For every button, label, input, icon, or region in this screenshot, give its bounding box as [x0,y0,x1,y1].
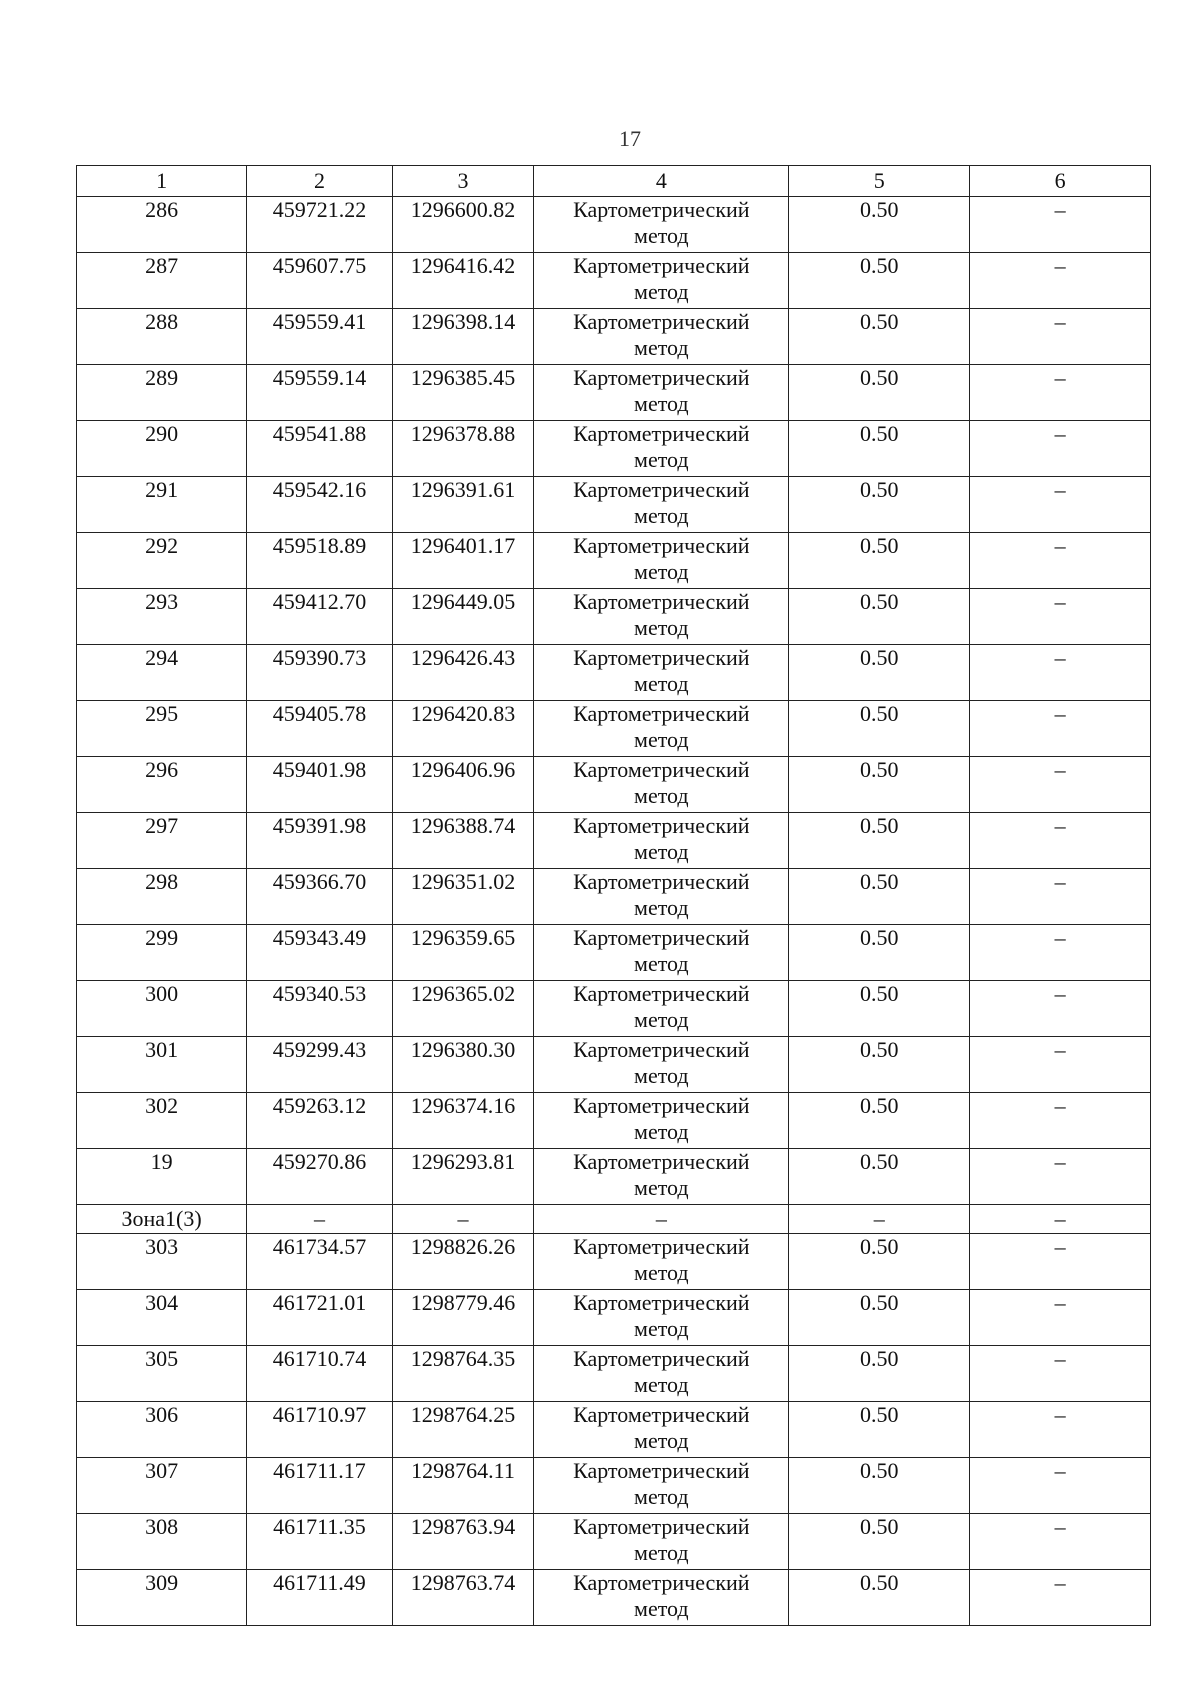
table-row [77,1149,1151,1205]
note-cell: – [970,1037,1151,1093]
method-line-1: Картометрический [573,1570,750,1595]
x-coordinate-cell: 461734.57 [247,1234,393,1290]
accuracy-cell: 0.50 [789,1234,970,1290]
table-body [77,197,1151,1626]
method-line-1: Картометрический [573,533,750,558]
method-line-1: Картометрический [573,869,750,894]
accuracy-cell: 0.50 [789,1570,970,1626]
accuracy-cell: 0.50 [789,309,970,365]
method-cell [534,757,789,813]
method-cell [534,253,789,309]
header-col-2: 2 [247,166,393,197]
table-row [77,869,1151,925]
header-col-6: 6 [970,166,1151,197]
table-row [77,645,1151,701]
method-line-1: Картометрический [573,589,750,614]
method-line-1: Картометрический [573,813,750,838]
table-row [77,589,1151,645]
method-cell [534,309,789,365]
y-coordinate-cell: 1298764.35 [392,1346,533,1402]
table-header [77,166,1151,197]
point-number-cell: 308 [77,1514,247,1570]
method-cell [534,365,789,421]
point-number-cell: 293 [77,589,247,645]
method-line-2: метод [634,895,689,920]
header-row [77,166,1151,197]
y-coordinate-cell: 1296359.65 [392,925,533,981]
note-cell: – [970,309,1151,365]
accuracy-cell: 0.50 [789,477,970,533]
header-col-3: 3 [392,166,533,197]
y-coordinate-cell: 1298763.74 [392,1570,533,1626]
method-line-2: метод [634,447,689,472]
method-line-1: Картометрический [573,1149,750,1174]
point-number-cell: 288 [77,309,247,365]
header-col-1: 1 [77,166,247,197]
table-row [77,421,1151,477]
x-coordinate-cell: 459390.73 [247,645,393,701]
method-line-1: Картометрический [573,1514,750,1539]
point-number-cell: 296 [77,757,247,813]
accuracy-cell: 0.50 [789,1514,970,1570]
x-coordinate-cell: – [247,1205,393,1234]
method-line-1: Картометрический [573,1290,750,1315]
point-number-cell: 294 [77,645,247,701]
accuracy-cell: – [789,1205,970,1234]
method-line-2: метод [634,279,689,304]
note-cell: – [970,813,1151,869]
method-line-2: метод [634,1540,689,1565]
x-coordinate-cell: 461711.17 [247,1458,393,1514]
point-number-cell: 301 [77,1037,247,1093]
note-cell: – [970,1402,1151,1458]
accuracy-cell: 0.50 [789,757,970,813]
accuracy-cell: 0.50 [789,925,970,981]
method-line-2: метод [634,951,689,976]
y-coordinate-cell: 1296378.88 [392,421,533,477]
accuracy-cell: 0.50 [789,1346,970,1402]
table-row [77,533,1151,589]
method-cell [534,925,789,981]
table-row [77,1234,1151,1290]
method-line-1: – [655,1206,667,1231]
x-coordinate-cell: 461721.01 [247,1290,393,1346]
x-coordinate-cell: 459559.41 [247,309,393,365]
method-cell [534,1458,789,1514]
note-cell: – [970,1570,1151,1626]
method-line-1: Картометрический [573,1093,750,1118]
method-cell [534,645,789,701]
accuracy-cell: 0.50 [789,421,970,477]
table-row [77,1402,1151,1458]
y-coordinate-cell: 1296426.43 [392,645,533,701]
accuracy-cell: 0.50 [789,253,970,309]
method-line-1: Картометрический [573,981,750,1006]
method-line-2: метод [634,1007,689,1032]
method-line-2: метод [634,1596,689,1621]
accuracy-cell: 0.50 [789,813,970,869]
method-line-1: Картометрический [573,701,750,726]
y-coordinate-cell: 1298764.25 [392,1402,533,1458]
accuracy-cell: 0.50 [789,533,970,589]
accuracy-cell: 0.50 [789,1037,970,1093]
x-coordinate-cell: 459299.43 [247,1037,393,1093]
method-cell [534,1234,789,1290]
accuracy-cell: 0.50 [789,645,970,701]
method-line-2: метод [634,783,689,808]
method-line-2: метод [634,559,689,584]
method-line-1: Картометрический [573,925,750,950]
method-cell [534,1093,789,1149]
point-number-cell: 298 [77,869,247,925]
method-line-2: метод [634,1316,689,1341]
method-cell [534,1290,789,1346]
note-cell: – [970,757,1151,813]
method-line-2: метод [634,1119,689,1144]
accuracy-cell: 0.50 [789,1402,970,1458]
method-line-1: Картометрический [573,197,750,222]
y-coordinate-cell: 1296401.17 [392,533,533,589]
point-number-cell: 300 [77,981,247,1037]
method-line-2: метод [634,1428,689,1453]
point-number-cell: 286 [77,197,247,253]
method-cell [534,477,789,533]
method-line-1: Картометрический [573,645,750,670]
point-number-cell: 299 [77,925,247,981]
y-coordinate-cell: 1298764.11 [392,1458,533,1514]
method-cell [534,1205,789,1234]
point-number-cell: 19 [77,1149,247,1205]
method-cell [534,421,789,477]
method-line-2: метод [634,727,689,752]
table-row [77,477,1151,533]
table-row [77,981,1151,1037]
point-number-cell: 295 [77,701,247,757]
method-cell [534,813,789,869]
header-col-4: 4 [534,166,789,197]
x-coordinate-cell: 459518.89 [247,533,393,589]
note-cell: – [970,869,1151,925]
method-line-1: Картометрический [573,421,750,446]
page-number: 17 [619,126,641,151]
accuracy-cell: 0.50 [789,1149,970,1205]
method-cell [534,533,789,589]
note-cell: – [970,1346,1151,1402]
method-cell [534,1149,789,1205]
table-row [77,309,1151,365]
point-number-cell: 305 [77,1346,247,1402]
table-row [77,1037,1151,1093]
y-coordinate-cell: 1298763.94 [392,1514,533,1570]
x-coordinate-cell: 461710.74 [247,1346,393,1402]
point-number-cell: Зона1(3) [77,1205,247,1234]
table-row [77,813,1151,869]
y-coordinate-cell: 1296398.14 [392,309,533,365]
note-cell: – [970,1290,1151,1346]
note-cell: – [970,1234,1151,1290]
point-number-cell: 304 [77,1290,247,1346]
note-cell: – [970,477,1151,533]
x-coordinate-cell: 461710.97 [247,1402,393,1458]
method-cell [534,869,789,925]
y-coordinate-cell: 1296374.16 [392,1093,533,1149]
x-coordinate-cell: 459366.70 [247,869,393,925]
x-coordinate-cell: 459559.14 [247,365,393,421]
note-cell: – [970,1093,1151,1149]
y-coordinate-cell: 1298779.46 [392,1290,533,1346]
point-number-cell: 291 [77,477,247,533]
x-coordinate-cell: 459541.88 [247,421,393,477]
method-line-1: Картометрический [573,757,750,782]
point-number-cell: 290 [77,421,247,477]
x-coordinate-cell: 459542.16 [247,477,393,533]
method-line-2: метод [634,615,689,640]
y-coordinate-cell: 1296365.02 [392,981,533,1037]
y-coordinate-cell: 1296416.42 [392,253,533,309]
note-cell: – [970,197,1151,253]
method-cell [534,1346,789,1402]
method-line-2: метод [634,1484,689,1509]
point-number-cell: 287 [77,253,247,309]
method-line-1: Картометрический [573,1234,750,1259]
accuracy-cell: 0.50 [789,589,970,645]
header-col-5: 5 [789,166,970,197]
method-cell [534,589,789,645]
method-line-2: метод [634,1175,689,1200]
x-coordinate-cell: 459401.98 [247,757,393,813]
accuracy-cell: 0.50 [789,981,970,1037]
table-row [77,1093,1151,1149]
table-row [77,197,1151,253]
point-number-cell: 306 [77,1402,247,1458]
accuracy-cell: 0.50 [789,869,970,925]
accuracy-cell: 0.50 [789,1458,970,1514]
note-cell: – [970,925,1151,981]
method-cell [534,1514,789,1570]
table-row [77,925,1151,981]
table-row [77,1570,1151,1626]
method-line-1: Картометрический [573,1458,750,1483]
method-line-1: Картометрический [573,365,750,390]
method-cell [534,1037,789,1093]
x-coordinate-cell: 459412.70 [247,589,393,645]
method-line-1: Картометрический [573,1346,750,1371]
y-coordinate-cell: 1298826.26 [392,1234,533,1290]
y-coordinate-cell: 1296388.74 [392,813,533,869]
accuracy-cell: 0.50 [789,365,970,421]
table-row [77,1346,1151,1402]
table-row [77,1514,1151,1570]
note-cell: – [970,1205,1151,1234]
point-number-cell: 302 [77,1093,247,1149]
y-coordinate-cell: 1296380.30 [392,1037,533,1093]
accuracy-cell: 0.50 [789,701,970,757]
method-line-2: метод [634,335,689,360]
coordinates-table [76,165,1151,1626]
method-line-2: метод [634,1372,689,1397]
method-cell [534,1570,789,1626]
note-cell: – [970,533,1151,589]
point-number-cell: 297 [77,813,247,869]
y-coordinate-cell: 1296420.83 [392,701,533,757]
method-line-1: Картометрический [573,1402,750,1427]
note-cell: – [970,1514,1151,1570]
y-coordinate-cell: 1296391.61 [392,477,533,533]
table-row [77,253,1151,309]
method-line-2: метод [634,1063,689,1088]
zone-header-row [77,1205,1151,1234]
method-line-2: метод [634,1260,689,1285]
point-number-cell: 307 [77,1458,247,1514]
note-cell: – [970,421,1151,477]
x-coordinate-cell: 459607.75 [247,253,393,309]
method-cell [534,981,789,1037]
y-coordinate-cell: 1296293.81 [392,1149,533,1205]
x-coordinate-cell: 459391.98 [247,813,393,869]
table-row [77,1290,1151,1346]
note-cell: – [970,645,1151,701]
x-coordinate-cell: 461711.49 [247,1570,393,1626]
note-cell: – [970,981,1151,1037]
point-number-cell: 289 [77,365,247,421]
method-cell [534,1402,789,1458]
y-coordinate-cell: 1296600.82 [392,197,533,253]
x-coordinate-cell: 459343.49 [247,925,393,981]
method-line-2: метод [634,671,689,696]
x-coordinate-cell: 459270.86 [247,1149,393,1205]
y-coordinate-cell: 1296351.02 [392,869,533,925]
point-number-cell: 309 [77,1570,247,1626]
note-cell: – [970,365,1151,421]
method-line-2: метод [634,839,689,864]
accuracy-cell: 0.50 [789,1290,970,1346]
x-coordinate-cell: 459721.22 [247,197,393,253]
point-number-cell: 292 [77,533,247,589]
note-cell: – [970,701,1151,757]
y-coordinate-cell: 1296449.05 [392,589,533,645]
method-cell [534,197,789,253]
method-line-1: Картометрический [573,309,750,334]
table-row [77,757,1151,813]
accuracy-cell: 0.50 [789,197,970,253]
y-coordinate-cell: – [392,1205,533,1234]
y-coordinate-cell: 1296385.45 [392,365,533,421]
y-coordinate-cell: 1296406.96 [392,757,533,813]
x-coordinate-cell: 459405.78 [247,701,393,757]
method-line-1: Картометрический [573,477,750,502]
method-line-2: метод [634,391,689,416]
method-line-2: метод [634,503,689,528]
method-cell [534,701,789,757]
table-row [77,365,1151,421]
method-line-2: метод [634,223,689,248]
accuracy-cell: 0.50 [789,1093,970,1149]
note-cell: – [970,589,1151,645]
x-coordinate-cell: 459263.12 [247,1093,393,1149]
table-row [77,701,1151,757]
x-coordinate-cell: 459340.53 [247,981,393,1037]
method-line-1: Картометрический [573,253,750,278]
x-coordinate-cell: 461711.35 [247,1514,393,1570]
method-line-1: Картометрический [573,1037,750,1062]
note-cell: – [970,1149,1151,1205]
point-number-cell: 303 [77,1234,247,1290]
note-cell: – [970,1458,1151,1514]
table-row [77,1458,1151,1514]
note-cell: – [970,253,1151,309]
